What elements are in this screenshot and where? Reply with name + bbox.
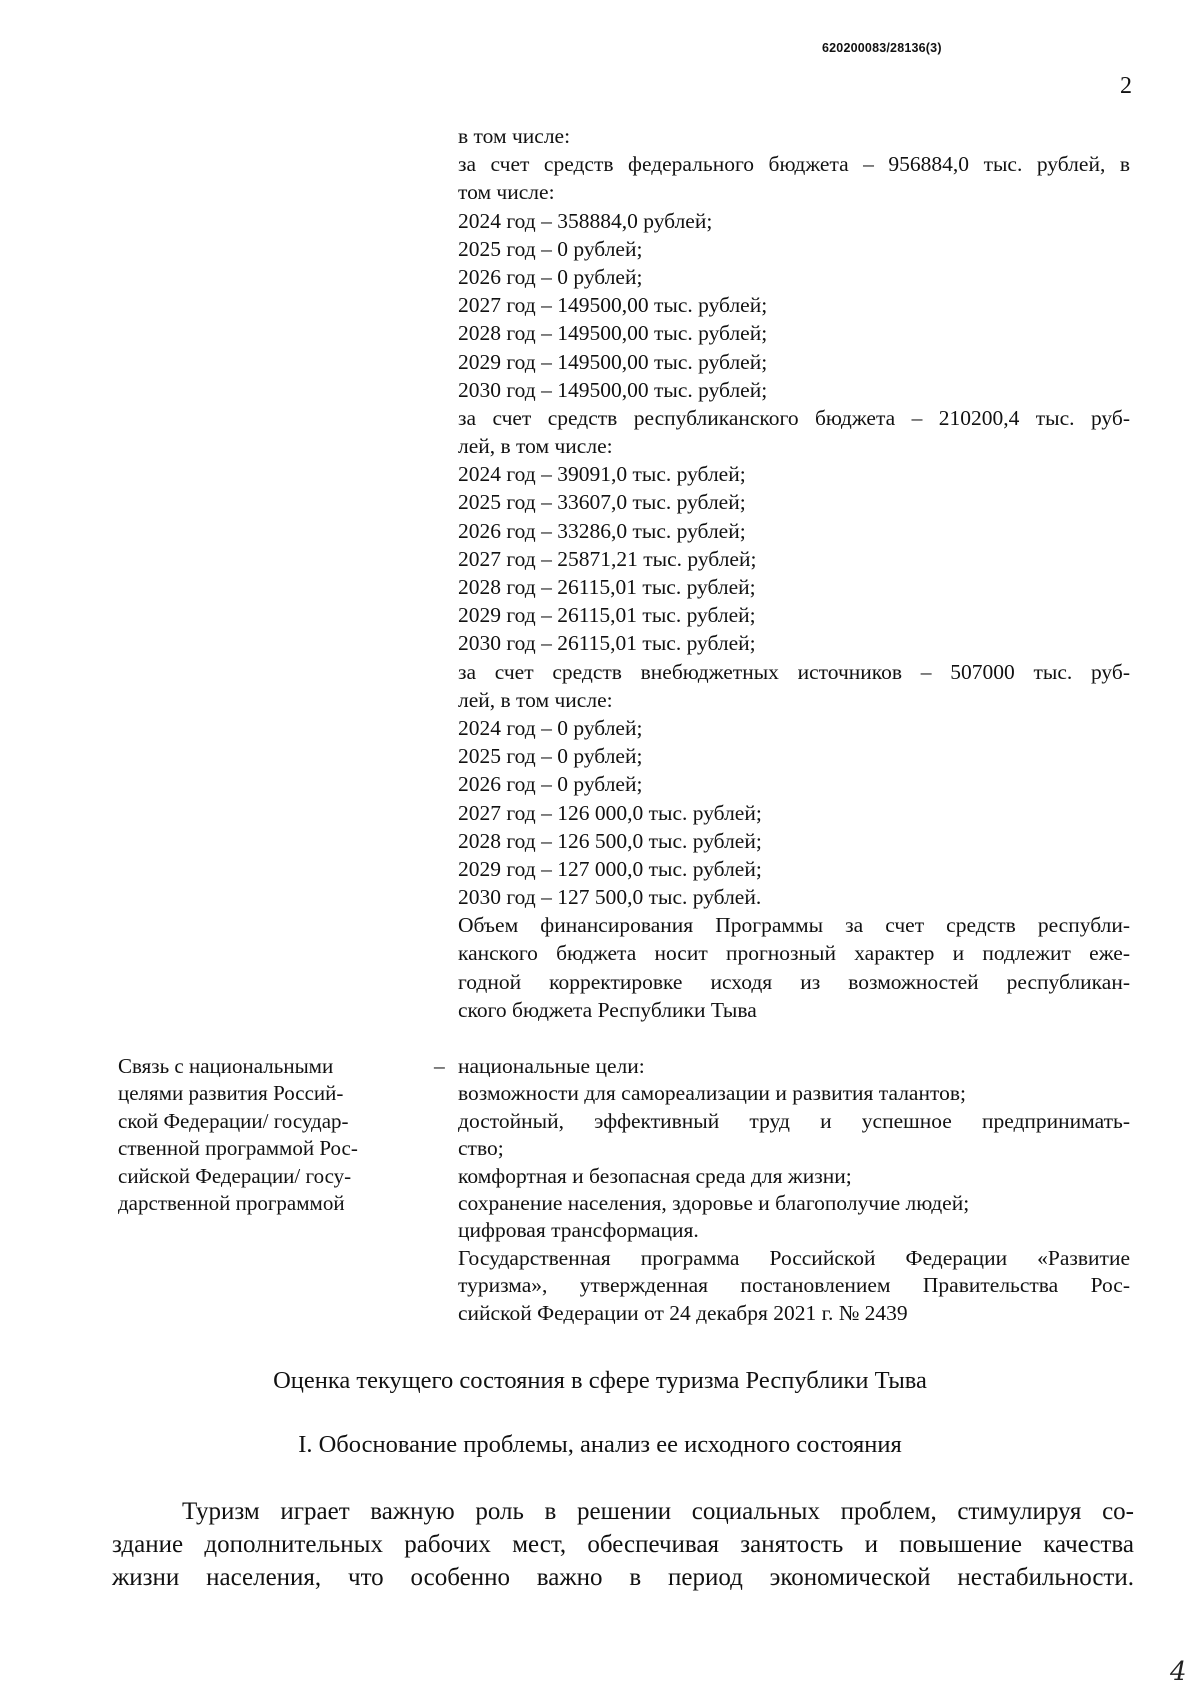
goals-line: национальные цели: bbox=[458, 1054, 645, 1078]
goals-line: комфортная и безопасная среда для жизни; bbox=[458, 1163, 852, 1188]
handwritten-page-mark: 4 bbox=[1170, 1657, 1187, 1687]
funding-block bbox=[458, 122, 1130, 1024]
funding-line: лей, в том числе: bbox=[458, 434, 613, 459]
funding-line: 2027 год – 149500,00 тыс. рублей; bbox=[458, 293, 768, 318]
goals-label-line: сийской Федерации/ госу- bbox=[118, 1163, 352, 1188]
goals-line: достойный, эффективный труд и успешное предпринимать- bbox=[458, 1108, 1130, 1133]
goals-block bbox=[458, 1053, 1130, 1327]
goals-line: сохранение населения, здоровье и благополучие людей; bbox=[458, 1190, 970, 1215]
body-line: жизни населения, что особенно важно в период экономической нестабильности. bbox=[112, 1564, 1134, 1591]
funding-line: 2026 год – 33286,0 тыс. рублей; bbox=[458, 518, 746, 543]
body-paragraph bbox=[112, 1495, 1134, 1594]
funding-line: 2024 год – 39091,0 тыс. рублей; bbox=[458, 462, 746, 487]
goals-label-line: ственной программой Рос- bbox=[118, 1136, 358, 1161]
funding-line: за счет средств федерального бюджета – 956884,0 тыс. рублей, в bbox=[458, 152, 1130, 177]
goals-label-line: Связь с национальными bbox=[118, 1054, 334, 1078]
goals-line: цифровая трансформация. bbox=[458, 1218, 699, 1243]
document-id: 620200083/28136(3) bbox=[822, 41, 942, 55]
goals-dash: – bbox=[434, 1054, 445, 1078]
goals-label-block bbox=[118, 1053, 418, 1217]
goals-line: туризма», утвержденная постановлением Правительства Рос- bbox=[458, 1273, 1130, 1298]
funding-line: в том числе: bbox=[458, 124, 571, 148]
funding-line: канского бюджета носит прогнозный характер и подлежит еже- bbox=[458, 941, 1130, 966]
funding-line: за счет средств республиканского бюджета – 210200,4 тыс. руб- bbox=[458, 405, 1130, 430]
section-title: Оценка текущего состояния в сфере туризма Республики Тыва bbox=[273, 1367, 927, 1394]
funding-line: 2027 год – 126 000,0 тыс. рублей; bbox=[458, 800, 762, 825]
funding-line: 2030 год – 149500,00 тыс. рублей; bbox=[458, 377, 768, 402]
funding-line: Объем финансирования Программы за счет средств республи- bbox=[458, 913, 1130, 938]
goals-line: возможности для самореализации и развития талантов; bbox=[458, 1081, 966, 1106]
body-line: здание дополнительных рабочих мест, обеспечивая занятость и повышение качества bbox=[112, 1531, 1134, 1558]
funding-line: 2024 год – 358884,0 рублей; bbox=[458, 208, 713, 233]
funding-line: 2028 год – 26115,01 тыс. рублей; bbox=[458, 575, 756, 599]
goals-line: сийской Федерации от 24 декабря 2021 г. № 2439 bbox=[458, 1300, 908, 1325]
goals-line: Государственная программа Российской Федерации «Развитие bbox=[458, 1245, 1130, 1270]
funding-line: 2025 год – 0 рублей; bbox=[458, 744, 643, 769]
funding-line: годной корректировке исходя из возможностей республикан- bbox=[458, 969, 1130, 994]
page-number: 2 bbox=[1120, 73, 1132, 99]
funding-line: 2026 год – 0 рублей; bbox=[458, 772, 643, 797]
funding-line: 2025 год – 0 рублей; bbox=[458, 236, 643, 261]
funding-line: за счет средств внебюджетных источников – 507000 тыс. руб- bbox=[458, 659, 1130, 684]
funding-line: ского бюджета Республики Тыва bbox=[458, 997, 757, 1022]
funding-line: 2029 год – 26115,01 тыс. рублей; bbox=[458, 603, 756, 628]
funding-line: лей, в том числе: bbox=[458, 687, 613, 712]
goals-line: ство; bbox=[458, 1136, 504, 1161]
funding-line: 2029 год – 149500,00 тыс. рублей; bbox=[458, 349, 768, 374]
funding-line: 2026 год – 0 рублей; bbox=[458, 264, 643, 289]
goals-label-line: дарственной программой bbox=[118, 1190, 345, 1215]
subsection-title: I. Обоснование проблемы, анализ ее исходного состояния bbox=[298, 1431, 902, 1458]
funding-line: 2025 год – 33607,0 тыс. рублей; bbox=[458, 490, 746, 515]
funding-line: 2027 год – 25871,21 тыс. рублей; bbox=[458, 546, 757, 571]
goals-label-line: ской Федерации/ государ- bbox=[118, 1108, 349, 1133]
funding-line: 2030 год – 26115,01 тыс. рублей; bbox=[458, 631, 756, 656]
funding-line: 2028 год – 126 500,0 тыс. рублей; bbox=[458, 828, 762, 853]
body-line: Туризм играет важную роль в решении социальных проблем, стимулируя со- bbox=[182, 1498, 1134, 1525]
funding-line: том числе: bbox=[458, 180, 555, 205]
funding-line: 2028 год – 149500,00 тыс. рублей; bbox=[458, 321, 768, 346]
funding-line: 2030 год – 127 500,0 тыс. рублей. bbox=[458, 885, 762, 910]
goals-label-line: целями развития Россий- bbox=[118, 1081, 344, 1106]
funding-line: 2029 год – 127 000,0 тыс. рублей; bbox=[458, 856, 762, 881]
funding-line: 2024 год – 0 рублей; bbox=[458, 715, 643, 740]
